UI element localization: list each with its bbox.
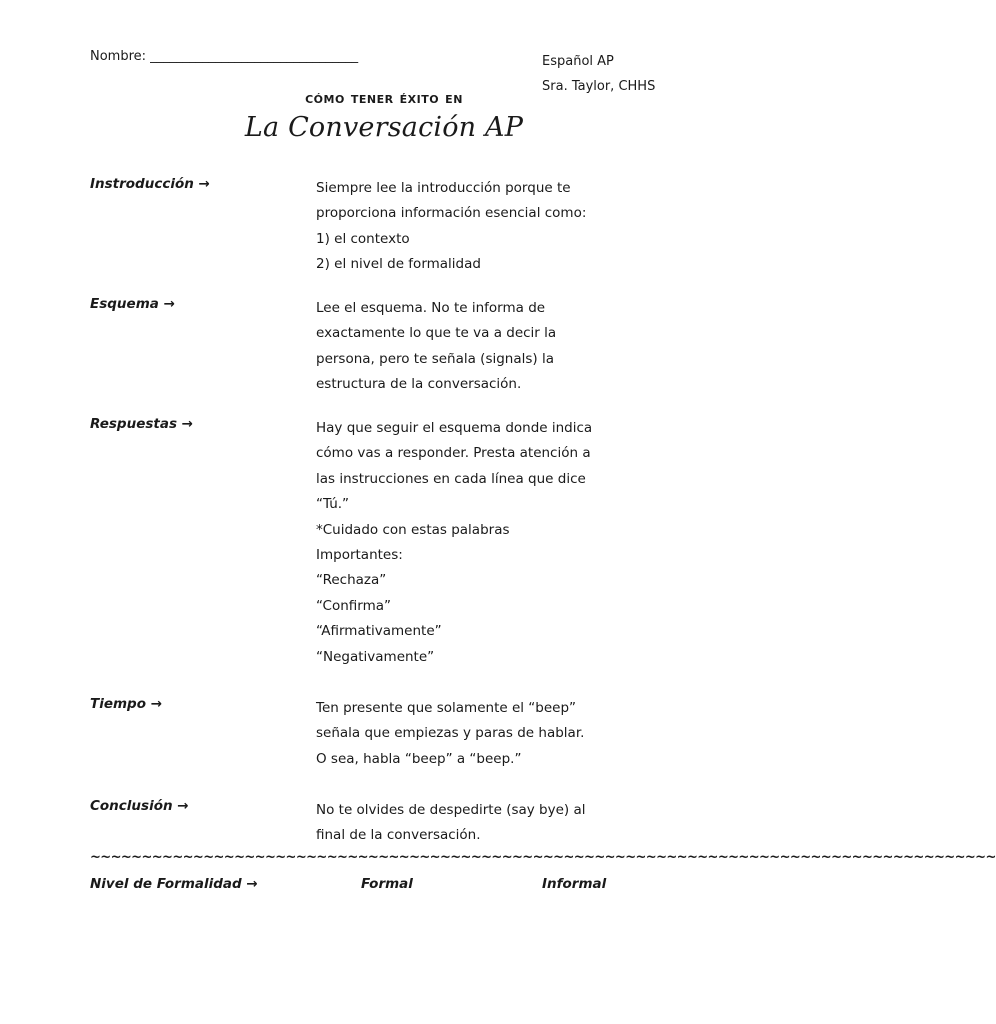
section-line: exactamente lo que te va a decir la <box>316 325 557 342</box>
section-label: Tiempo → <box>90 696 163 712</box>
section-body <box>316 416 636 670</box>
subtitle-text: cómo tener éxito en <box>305 88 463 107</box>
page-title: La Conversación AP <box>244 112 524 143</box>
section-line: Siempre lee la introducción porque te <box>316 180 571 196</box>
section-line: Hay que seguir el esquema donde indica <box>316 420 593 436</box>
section-body <box>316 798 636 849</box>
section-line: Ten presente que solamente el “beep” <box>316 700 577 716</box>
section-line: Importantes: <box>316 547 403 564</box>
section-line: las instrucciones en cada línea que dice <box>316 470 586 487</box>
formal-heading: Formal <box>361 876 413 892</box>
section-body <box>316 696 636 772</box>
section-line: “Rechaza” <box>316 572 387 589</box>
name-field-label: Nombre: ________________________________ <box>90 49 359 64</box>
section-body <box>316 296 636 398</box>
section-line: Lee el esquema. No te informa de <box>316 300 546 316</box>
section-line: proporciona información esencial como: <box>316 205 587 222</box>
section-line: 2) el nivel de formalidad <box>316 256 481 273</box>
section-label: Esquema → <box>90 296 175 312</box>
tilde-divider: ~~~~~~~~~~~~~~~~~~~~~~~~~~~~~~~~~~~~~~~~~~~~~~~~~~~~~~~~~~~~~~~~~~~~~~~~~~~~~~~~~~~~~~~~ <box>90 850 996 865</box>
informal-heading: Informal <box>542 876 607 892</box>
section-line: persona, pero te señala (signals) la <box>316 350 554 367</box>
section-line: final de la conversación. <box>316 827 481 844</box>
section-line: “Confirma” <box>316 597 391 614</box>
section-label: Conclusión → <box>90 798 189 814</box>
section-line: *Cuidado con estas palabras <box>316 521 510 538</box>
section-body <box>316 176 636 278</box>
section-line: O sea, habla “beep” a “beep.” <box>316 750 522 767</box>
course-name: Español AP <box>542 54 614 69</box>
formality-label: Nivel de Formalidad → <box>90 876 258 892</box>
teacher-name: Sra. Taylor, CHHS <box>542 79 656 94</box>
section-line: 1) el contexto <box>316 230 410 247</box>
section-line: cómo vas a responder. Presta atención a <box>316 445 591 462</box>
section-line: estructura de la conversación. <box>316 376 522 393</box>
section-line: señala que empiezas y paras de hablar. <box>316 725 585 742</box>
section-label: Respuestas → <box>90 416 193 432</box>
section-line: “Negativamente” <box>316 648 435 665</box>
section-line: “Tú.” <box>316 496 350 513</box>
section-line: “Afirmativamente” <box>316 623 442 640</box>
section-line: No te olvides de despedirte (say bye) al <box>316 802 586 818</box>
section-label: Instroducción → <box>90 176 210 192</box>
subtitle <box>0 88 768 107</box>
